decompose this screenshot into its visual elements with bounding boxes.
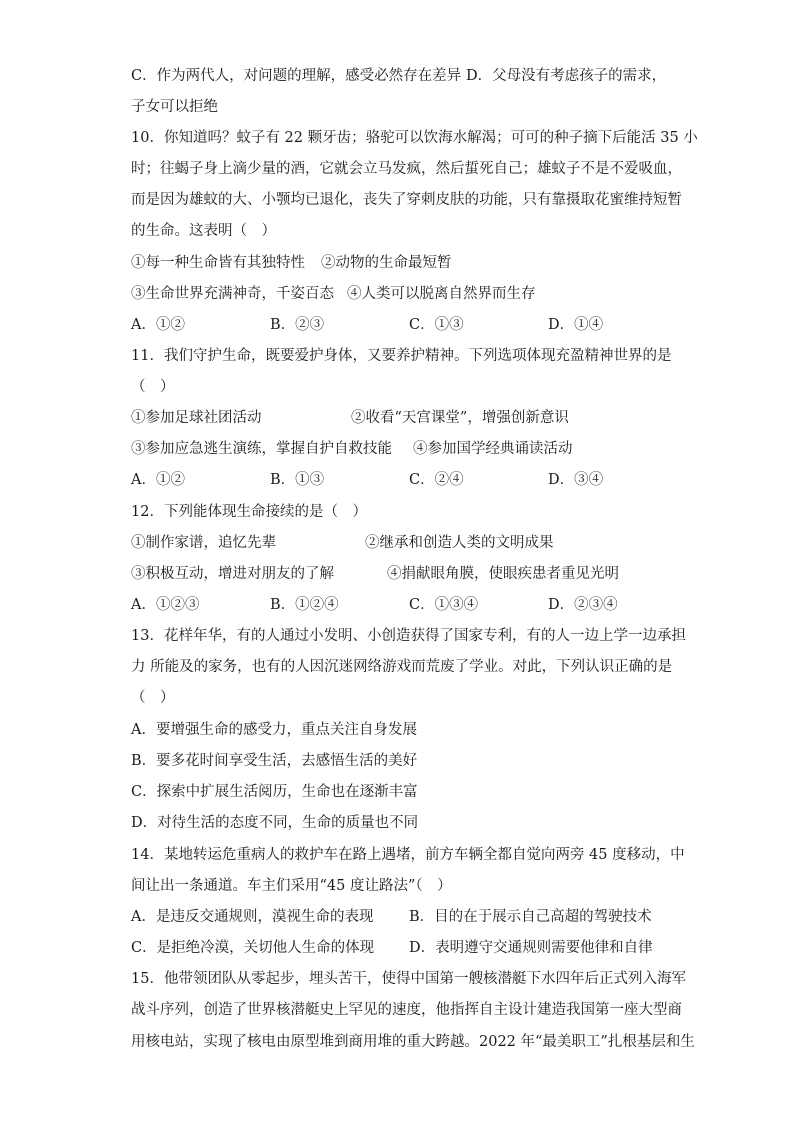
q9-option-d-continued: 子女可以拒绝 [131,99,218,115]
q11-choice-c[interactable]: C．②④ [409,472,464,488]
q13-stem-line: 13．花样年华，有的人通过小发明、小创造获得了国家专利，有的人一边上学一边承担 [131,628,686,644]
q14-stem-line: 间让出一条通道。车主们采用“45 度让路法”（ ） [131,878,452,894]
q12-item-3: ③积极互动，增进对朋友的了解 [131,566,334,582]
q9-option-d[interactable]: D．父母没有考虑孩子的需求， [466,68,667,84]
q11-choice-a[interactable]: A．①② [131,472,185,488]
q12-choice-b[interactable]: B．①②④ [270,597,339,613]
q13-choice-b[interactable]: B．要多花时间享受生活，去感悟生活的美好 [131,753,418,769]
q12-item-2: ②继承和创造人类的文明成果 [365,535,554,551]
q13-choice-c[interactable]: C．探索中扩展生活阅历，生命也在逐渐丰富 [131,784,418,800]
q15-stem-line: 战斗序列，创造了世界核潜艇史上罕见的速度，他指挥自主设计建造我国第一座大型商 [131,1002,682,1018]
q12-choice-a[interactable]: A．①②③ [131,597,200,613]
q11-stem-line: 11．我们守护生命，既要爱护身体，又要养护精神。下列选项体现充盈精神世界的是 [131,348,672,364]
q10-item-4: ④人类可以脱离自然界而生存 [347,286,536,302]
q11-item-3: ③参加应急逃生演练，掌握自护自救技能 [131,441,392,457]
q10-choice-c[interactable]: C．①③ [409,317,464,333]
q13-stem-line: （ ） [131,690,175,706]
q13-stem-line: 力 所能及的家务，也有的人因沉迷网络游戏而荒废了学业。对此，下列认识正确的是 [131,659,673,675]
q10-stem-line: 的生命。这表明（ ） [131,223,276,239]
q15-stem-line: 用核电站，实现了核电由原型堆到商用堆的重大跨越。2022 年“最美职工”扎根基层和生 [131,1034,695,1050]
q14-choice-d[interactable]: D．表明遵守交通规则需要他律和自律 [409,940,653,956]
q14-stem-line: 14．某地转运危重病人的救护车在路上遇堵，前方车辆全都自觉向两旁 45 度移动，中 [131,847,685,863]
q9-option-c[interactable]: C．作为两代人，对问题的理解，感受必然存在差异 [131,68,462,84]
q10-item-2: ②动物的生命最短暂 [321,255,452,271]
q10-stem-line: 时；往蝎子身上滴少量的酒，它就会立马发疯，然后蜇死自己；雄蚊子不是不爱吸血， [131,161,682,177]
q13-choice-a[interactable]: A．要增强生命的感受力，重点关注自身发展 [131,722,417,738]
q14-choice-b[interactable]: B．目的在于展示自己高超的驾驶技术 [409,909,652,925]
q14-choice-a[interactable]: A．是违反交通规则，漠视生命的表现 [131,909,374,925]
q11-choice-d[interactable]: D．③④ [548,472,604,488]
q10-choice-a[interactable]: A．①② [131,317,185,333]
q12-item-1: ①制作家谱，追忆先辈 [131,535,276,551]
q10-choice-d[interactable]: D．①④ [548,317,604,333]
q12-item-4: ④捐献眼角膜，使眼疾患者重见光明 [387,566,619,582]
q10-item-3: ③生命世界充满神奇，千姿百态 [131,286,334,302]
q14-choice-c[interactable]: C．是拒绝冷漠，关切他人生命的体现 [131,940,375,956]
q15-stem-line: 15．他带领团队从零起步，埋头苦干，使得中国第一艘核潜艇下水四年后正式列入海军 [131,971,686,987]
q10-stem-line: 而是因为雄蚊的大、小颚均已退化，丧失了穿刺皮肤的功能，只有靠摄取花蜜维持短暂 [131,192,682,208]
q11-choice-b[interactable]: B．①③ [270,472,325,488]
q10-stem-line: 10．你知道吗？蚊子有 22 颗牙齿；骆驼可以饮海水解渴；可可的种子摘下后能活 35 小 [131,130,698,146]
q12-stem-line: 12．下列能体现生命接续的是（ ） [131,504,367,520]
q12-choice-c[interactable]: C．①③④ [409,597,479,613]
q11-item-2: ②收看“天宫课堂”，增强创新意识 [351,410,569,426]
q11-item-4: ④参加国学经典诵读活动 [413,441,573,457]
q10-item-1: ①每一种生命皆有其独特性 [131,255,305,271]
q11-item-1: ①参加足球社团活动 [131,410,262,426]
q10-choice-b[interactable]: B．②③ [270,317,325,333]
q11-stem-line: （ ） [131,379,175,395]
q12-choice-d[interactable]: D．②③④ [548,597,618,613]
q13-choice-d[interactable]: D．对待生活的态度不同，生命的质量也不同 [131,815,419,831]
